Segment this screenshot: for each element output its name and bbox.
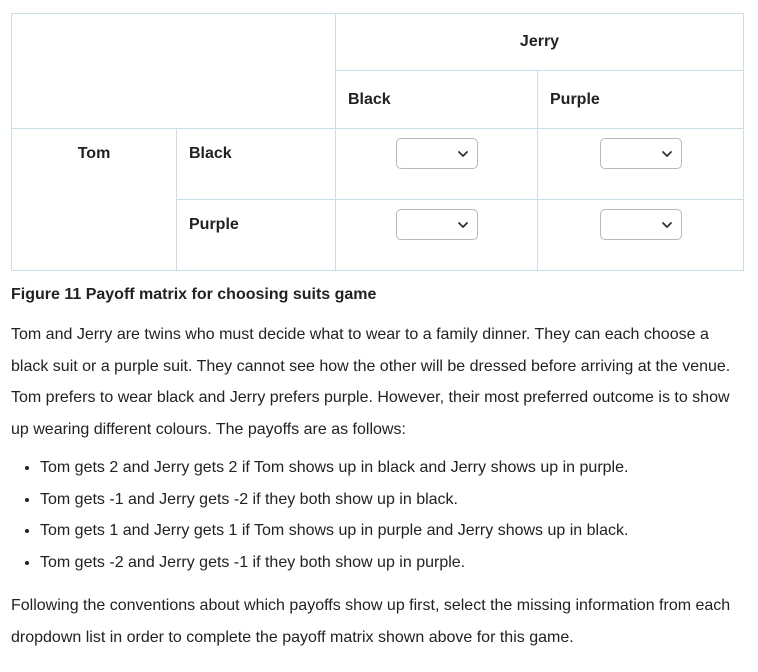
payoff-matrix-container (11, 13, 743, 271)
column-strategy-purple: Purple (538, 71, 744, 129)
payoff-dropdown-purple-black[interactable] (396, 209, 478, 240)
list-item: • Tom gets -2 and Jerry gets -1 if they both show up in purple. (40, 547, 628, 579)
payoff-cell-purple-black (336, 200, 538, 271)
matrix-corner-cell (12, 14, 336, 129)
chevron-down-icon (457, 220, 469, 230)
payoff-dropdown-black-black[interactable] (396, 138, 478, 169)
payoff-cell-black-black (336, 129, 538, 200)
column-player-label: Jerry (336, 14, 744, 71)
instruction-paragraph: Following the conventions about which payoffs show up first, select the missing information from each dropdown list in order to complete the payoff matrix shown above for this game. (11, 597, 731, 646)
list-item: • Tom gets -1 and Jerry gets -2 if they both show up in black. (40, 484, 628, 516)
intro-paragraph: Tom and Jerry are twins who must decide what to wear to a family dinner. They can each choose a black suit or a purple suit. They cannot see how the other will be dressed before arriving at the venue. Tom prefers to wear black and Jerry prefers purple. However, their most preferred outcome is to show up wearing different colours. The payoffs are as follows: (11, 326, 731, 438)
row-player-label: Tom (12, 129, 177, 271)
payoff-cell-purple-purple (538, 200, 744, 271)
row-strategy-black: Black (177, 129, 336, 200)
column-strategy-black: Black (336, 71, 538, 129)
payoff-dropdown-purple-purple[interactable] (600, 209, 682, 240)
row-strategy-purple: Purple (177, 200, 336, 271)
figure-caption: Figure 11 Payoff matrix for choosing suits game (11, 286, 377, 303)
chevron-down-icon (457, 149, 469, 159)
payoff-cell-black-purple (538, 129, 744, 200)
payoff-matrix (11, 13, 744, 271)
list-item: • Tom gets 1 and Jerry gets 1 if Tom shows up in purple and Jerry shows up in black. (40, 515, 628, 547)
payoff-dropdown-black-purple[interactable] (600, 138, 682, 169)
list-item: • Tom gets 2 and Jerry gets 2 if Tom shows up in black and Jerry shows up in purple. (40, 452, 628, 484)
payoff-list (11, 452, 628, 579)
chevron-down-icon (661, 149, 673, 159)
chevron-down-icon (661, 220, 673, 230)
